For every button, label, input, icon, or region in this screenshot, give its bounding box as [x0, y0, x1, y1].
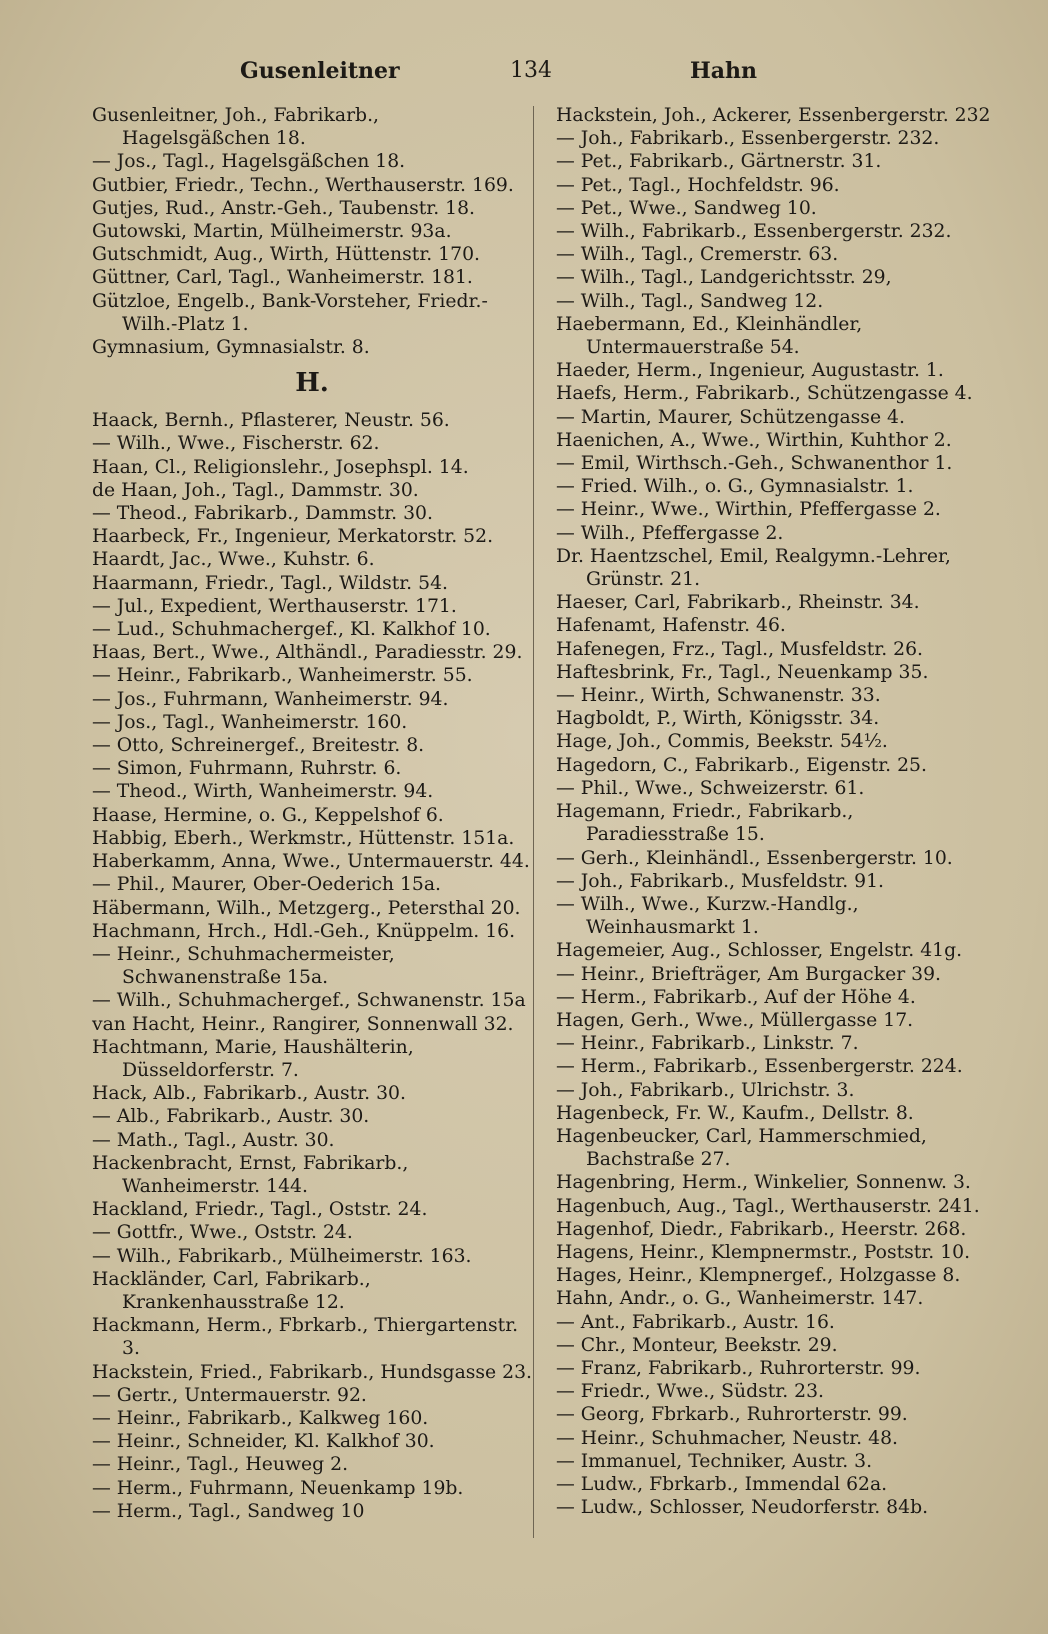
directory-entry: Hagens, Heinr., Klempnermstr., Poststr. 10.: [556, 1241, 971, 1263]
directory-entry: Hagen, Gerh., Wwe., Müllergasse 17.: [556, 1009, 914, 1031]
directory-entry: Dr. Haentzschel, Emil, Realgymn.-Lehrer, Grünstr. 21.: [556, 545, 951, 591]
directory-entry: Haefs, Herm., Fabrikarb., Schützengasse 4.: [556, 383, 973, 405]
directory-entry: — Friedr., Wwe., Südstr. 23.: [556, 1381, 825, 1403]
directory-entry: Hagemeier, Aug., Schlosser, Engelstr. 41g.: [556, 940, 963, 962]
directory-entry: — Gertr., Untermauerstr. 92.: [92, 1384, 367, 1406]
directory-entry: — Wilh., Pfeffergasse 2.: [556, 522, 784, 544]
directory-entry: Hagedorn, C., Fabrikarb., Eigenstr. 25.: [556, 754, 927, 776]
left-entries-before: [92, 104, 532, 359]
directory-entry: — Pet., Wwe., Sandweg 10.: [556, 197, 817, 219]
directory-entry: de Haan, Joh., Tagl., Dammstr. 30.: [92, 479, 419, 501]
directory-entry: — Heinr., Schneider, Kl. Kalkhof 30.: [92, 1431, 435, 1453]
directory-entry: Haardt, Jac., Wwe., Kuhstr. 6.: [92, 549, 375, 571]
directory-entry: — Heinr., Fabrikarb., Linkstr. 7.: [556, 1033, 859, 1055]
directory-entry: Haan, Cl., Religionslehr., Josephspl. 14.: [92, 456, 469, 478]
directory-entry: — Fried. Wilh., o. G., Gymnasialstr. 1.: [556, 476, 914, 498]
directory-entry: — Heinr., Briefträger, Am Burgacker 39.: [556, 963, 942, 985]
directory-entry: — Immanuel, Techniker, Austr. 3.: [556, 1450, 873, 1472]
directory-entry: — Wilh., Tagl., Sandweg 12.: [556, 290, 824, 312]
directory-entry: Hackländer, Carl, Fabrikarb., Krankenhausstraße 12.: [92, 1268, 371, 1313]
directory-entry: — Lud., Schuhmachergef., Kl. Kalkhof 10.: [92, 619, 491, 641]
directory-entry: Haeser, Carl, Fabrikarb., Rheinstr. 34.: [556, 592, 920, 614]
directory-entry: Hachtmann, Marie, Haushälterin, Düsseldorferstr. 7.: [92, 1036, 414, 1081]
right-entries: [556, 104, 996, 1519]
directory-entry: — Otto, Schreinergef., Breitestr. 8.: [92, 735, 425, 757]
directory-entry: Häbermann, Wilh., Metzgerg., Petersthal 20.: [92, 897, 521, 919]
directory-entry: — Theod., Wirth, Wanheimerstr. 94.: [92, 781, 434, 803]
directory-entry: Haarbeck, Fr., Ingenieur, Merkatorstr. 52.: [92, 526, 494, 548]
directory-entry: Hagenbeucker, Carl, Hammerschmied, Bachstraße 27.: [556, 1125, 927, 1171]
directory-entry: Haeder, Herm., Ingenieur, Augustastr. 1.: [556, 360, 944, 382]
directory-entry: Haack, Bernh., Pflasterer, Neustr. 56.: [92, 410, 450, 432]
directory-entry: Gymnasium, Gymnasialstr. 8.: [92, 337, 370, 359]
directory-entry: — Heinr., Schuhmacher, Neustr. 48.: [556, 1427, 898, 1449]
directory-entry: — Gottfr., Wwe., Oststr. 24.: [92, 1222, 353, 1244]
directory-entry: — Ludw., Fbrkarb., Immendal 62a.: [556, 1473, 888, 1495]
directory-entry: Güttner, Carl, Tagl., Wanheimerstr. 181.: [92, 267, 473, 289]
directory-entry: — Heinr., Fabrikarb., Wanheimerstr. 55.: [92, 665, 473, 687]
directory-entry: — Jos., Fuhrmann, Wanheimerstr. 94.: [92, 688, 449, 710]
directory-entry: Hagemann, Friedr., Fabrikarb., Paradiesstraße 15.: [556, 801, 854, 846]
header-left-keyword: Gusenleitner: [240, 58, 400, 84]
directory-entry: Haftesbrink, Fr., Tagl., Neuenkamp 35.: [556, 661, 929, 683]
directory-entry: Hackland, Friedr., Tagl., Oststr. 24.: [92, 1199, 428, 1221]
directory-entry: Gutowski, Martin, Mülheimerstr. 93a.: [92, 221, 452, 243]
directory-entry: — Simon, Fuhrmann, Ruhrstr. 6.: [92, 758, 402, 780]
directory-entry: — Wilh., Fabrikarb., Mülheimerstr. 163.: [92, 1245, 472, 1267]
directory-entry: Hack, Alb., Fabrikarb., Austr. 30.: [92, 1083, 406, 1105]
directory-entry: Hagenbuch, Aug., Tagl., Werthauserstr. 241.: [556, 1195, 980, 1217]
directory-entry: — Wilh., Wwe., Kurzw.-Handlg., Weinhausmarkt 1.: [556, 893, 859, 939]
directory-entry: — Wilh., Fabrikarb., Essenbergerstr. 232.: [556, 221, 952, 243]
directory-entry: — Herm., Fabrikarb., Auf der Höhe 4.: [556, 986, 916, 1008]
directory-entry: Hackmann, Herm., Fbrkarb., Thiergartenstr. 3.: [92, 1315, 519, 1360]
directory-entry: Gutjes, Rud., Anstr.-Geh., Taubenstr. 18.: [92, 197, 476, 219]
directory-entry: — Wilh., Schuhmachergef., Schwanenstr. 15a: [92, 990, 526, 1012]
left-column: [92, 104, 532, 1523]
right-column: [556, 104, 996, 1519]
directory-entry: Hage, Joh., Commis, Beekstr. 54½.: [556, 731, 888, 753]
directory-entry: — Pet., Fabrikarb., Gärtnerstr. 31.: [556, 151, 882, 173]
directory-entry: Hagenbring, Herm., Winkelier, Sonnenw. 3.: [556, 1172, 971, 1194]
directory-entry: — Theod., Fabrikarb., Dammstr. 30.: [92, 503, 433, 525]
directory-entry: — Ludw., Schlosser, Neudorferstr. 84b.: [556, 1497, 929, 1519]
directory-entry: van Hacht, Heinr., Rangirer, Sonnenwall 32.: [92, 1013, 514, 1035]
directory-entry: — Joh., Fabrikarb., Musfeldstr. 91.: [556, 870, 885, 892]
directory-entry: — Georg, Fbrkarb., Ruhrorterstr. 99.: [556, 1404, 908, 1426]
directory-entry: — Jul., Expedient, Werthauserstr. 171.: [92, 595, 457, 617]
directory-entry: Haenichen, A., Wwe., Wirthin, Kuhthor 2.: [556, 429, 952, 451]
directory-entry: — Chr., Monteur, Beekstr. 29.: [556, 1334, 838, 1356]
directory-entry: — Heinr., Fabrikarb., Kalkweg 160.: [92, 1407, 429, 1429]
page-header: [90, 58, 978, 94]
page-number: 134: [510, 58, 552, 83]
directory-entry: Hachmann, Hrch., Hdl.-Geh., Knüppelm. 16.: [92, 920, 516, 942]
directory-entry: — Ant., Fabrikarb., Austr. 16.: [556, 1311, 835, 1333]
directory-entry: — Herm., Fabrikarb., Essenbergerstr. 224.: [556, 1056, 963, 1078]
directory-entry: Gutschmidt, Aug., Wirth, Hüttenstr. 170.: [92, 244, 480, 266]
directory-entry: — Heinr., Wirth, Schwanenstr. 33.: [556, 685, 881, 707]
directory-entry: — Heinr., Tagl., Heuweg 2.: [92, 1454, 349, 1476]
directory-entry: — Emil, Wirthsch.-Geh., Schwanenthor 1.: [556, 453, 953, 475]
directory-entry: — Wilh., Wwe., Fischerstr. 62.: [92, 433, 380, 455]
directory-entry: Hackstein, Joh., Ackerer, Essenbergerstr. 232: [556, 105, 991, 126]
directory-entry: Hages, Heinr., Klempnergef., Holzgasse 8.: [556, 1265, 961, 1287]
directory-entry: — Herm., Tagl., Sandweg 10: [92, 1500, 365, 1522]
left-entries-after: [92, 409, 532, 1523]
directory-entry: — Heinr., Wwe., Wirthin, Pfeffergasse 2.: [556, 499, 941, 521]
directory-entry: Hagenbeck, Fr. W., Kaufm., Dellstr. 8.: [556, 1102, 914, 1124]
directory-entry: — Gerh., Kleinhändl., Essenbergerstr. 10.: [556, 847, 953, 869]
section-letter-heading: H.: [295, 368, 329, 399]
directory-entry: — Phil., Wwe., Schweizerstr. 61.: [556, 777, 865, 799]
header-right-keyword: Hahn: [690, 58, 758, 84]
directory-entry: — Herm., Fuhrmann, Neuenkamp 19b.: [92, 1477, 464, 1499]
directory-entry: Haas, Bert., Wwe., Althändl., Paradiesstr. 29.: [92, 642, 523, 664]
directory-entry: — Math., Tagl., Austr. 30.: [92, 1129, 335, 1151]
directory-entry: — Phil., Maurer, Ober-Oederich 15a.: [92, 874, 442, 896]
directory-entry: Hahn, Andr., o. G., Wanheimerstr. 147.: [556, 1288, 924, 1310]
directory-entry: — Wilh., Tagl., Cremerstr. 63.: [556, 244, 839, 266]
directory-entry: Hagboldt, P., Wirth, Königsstr. 34.: [556, 708, 880, 730]
directory-entry: Hagenhof, Diedr., Fabrikarb., Heerstr. 268.: [556, 1218, 967, 1240]
directory-entry: Hafenamt, Hafenstr. 46.: [556, 615, 786, 637]
directory-entry: Habbig, Eberh., Werkmstr., Hüttenstr. 151a.: [92, 827, 515, 849]
directory-entry: Haase, Hermine, o. G., Keppelshof 6.: [92, 804, 444, 826]
directory-entry: — Jos., Tagl., Wanheimerstr. 160.: [92, 711, 408, 733]
directory-entry: Hackstein, Fried., Fabrikarb., Hundsgasse 23.: [92, 1361, 533, 1383]
directory-entry: — Martin, Maurer, Schützengasse 4.: [556, 406, 905, 428]
column-divider: [533, 106, 534, 1538]
directory-entry: — Pet., Tagl., Hochfeldstr. 96.: [556, 174, 840, 196]
directory-entry: — Franz, Fabrikarb., Ruhrorterstr. 99.: [556, 1357, 921, 1379]
directory-entry: — Joh., Fabrikarb., Essenbergerstr. 232.: [556, 128, 940, 150]
directory-entry: Haberkamm, Anna, Wwe., Untermauerstr. 44.: [92, 851, 530, 873]
directory-entry: Haarmann, Friedr., Tagl., Wildstr. 54.: [92, 572, 448, 594]
directory-entry: — Wilh., Tagl., Landgerichtsstr. 29,: [556, 267, 892, 289]
directory-entry: — Jos., Tagl., Hagelsgäßchen 18.: [92, 151, 406, 173]
directory-entry: Gusenleitner, Joh., Fabrikarb., Hagelsgäßchen 18.: [92, 105, 380, 150]
directory-entry: Gützloe, Engelb., Bank-Vorsteher, Friedr.-Wilh.-Platz 1.: [92, 290, 488, 335]
directory-entry: — Joh., Fabrikarb., Ulrichstr. 3.: [556, 1079, 855, 1101]
directory-entry: Hafenegen, Frz., Tagl., Musfeldstr. 26.: [556, 638, 924, 660]
directory-entry: Gutbier, Friedr., Techn., Werthauserstr. 169.: [92, 174, 514, 196]
directory-entry: Hackenbracht, Ernst, Fabrikarb., Wanheimerstr. 144.: [92, 1152, 409, 1197]
directory-entry: — Heinr., Schuhmachermeister, Schwanenstraße 15a.: [92, 943, 395, 989]
directory-entry: — Alb., Fabrikarb., Austr. 30.: [92, 1106, 370, 1128]
directory-entry: Haebermann, Ed., Kleinhändler, Untermauerstraße 54.: [556, 313, 863, 359]
